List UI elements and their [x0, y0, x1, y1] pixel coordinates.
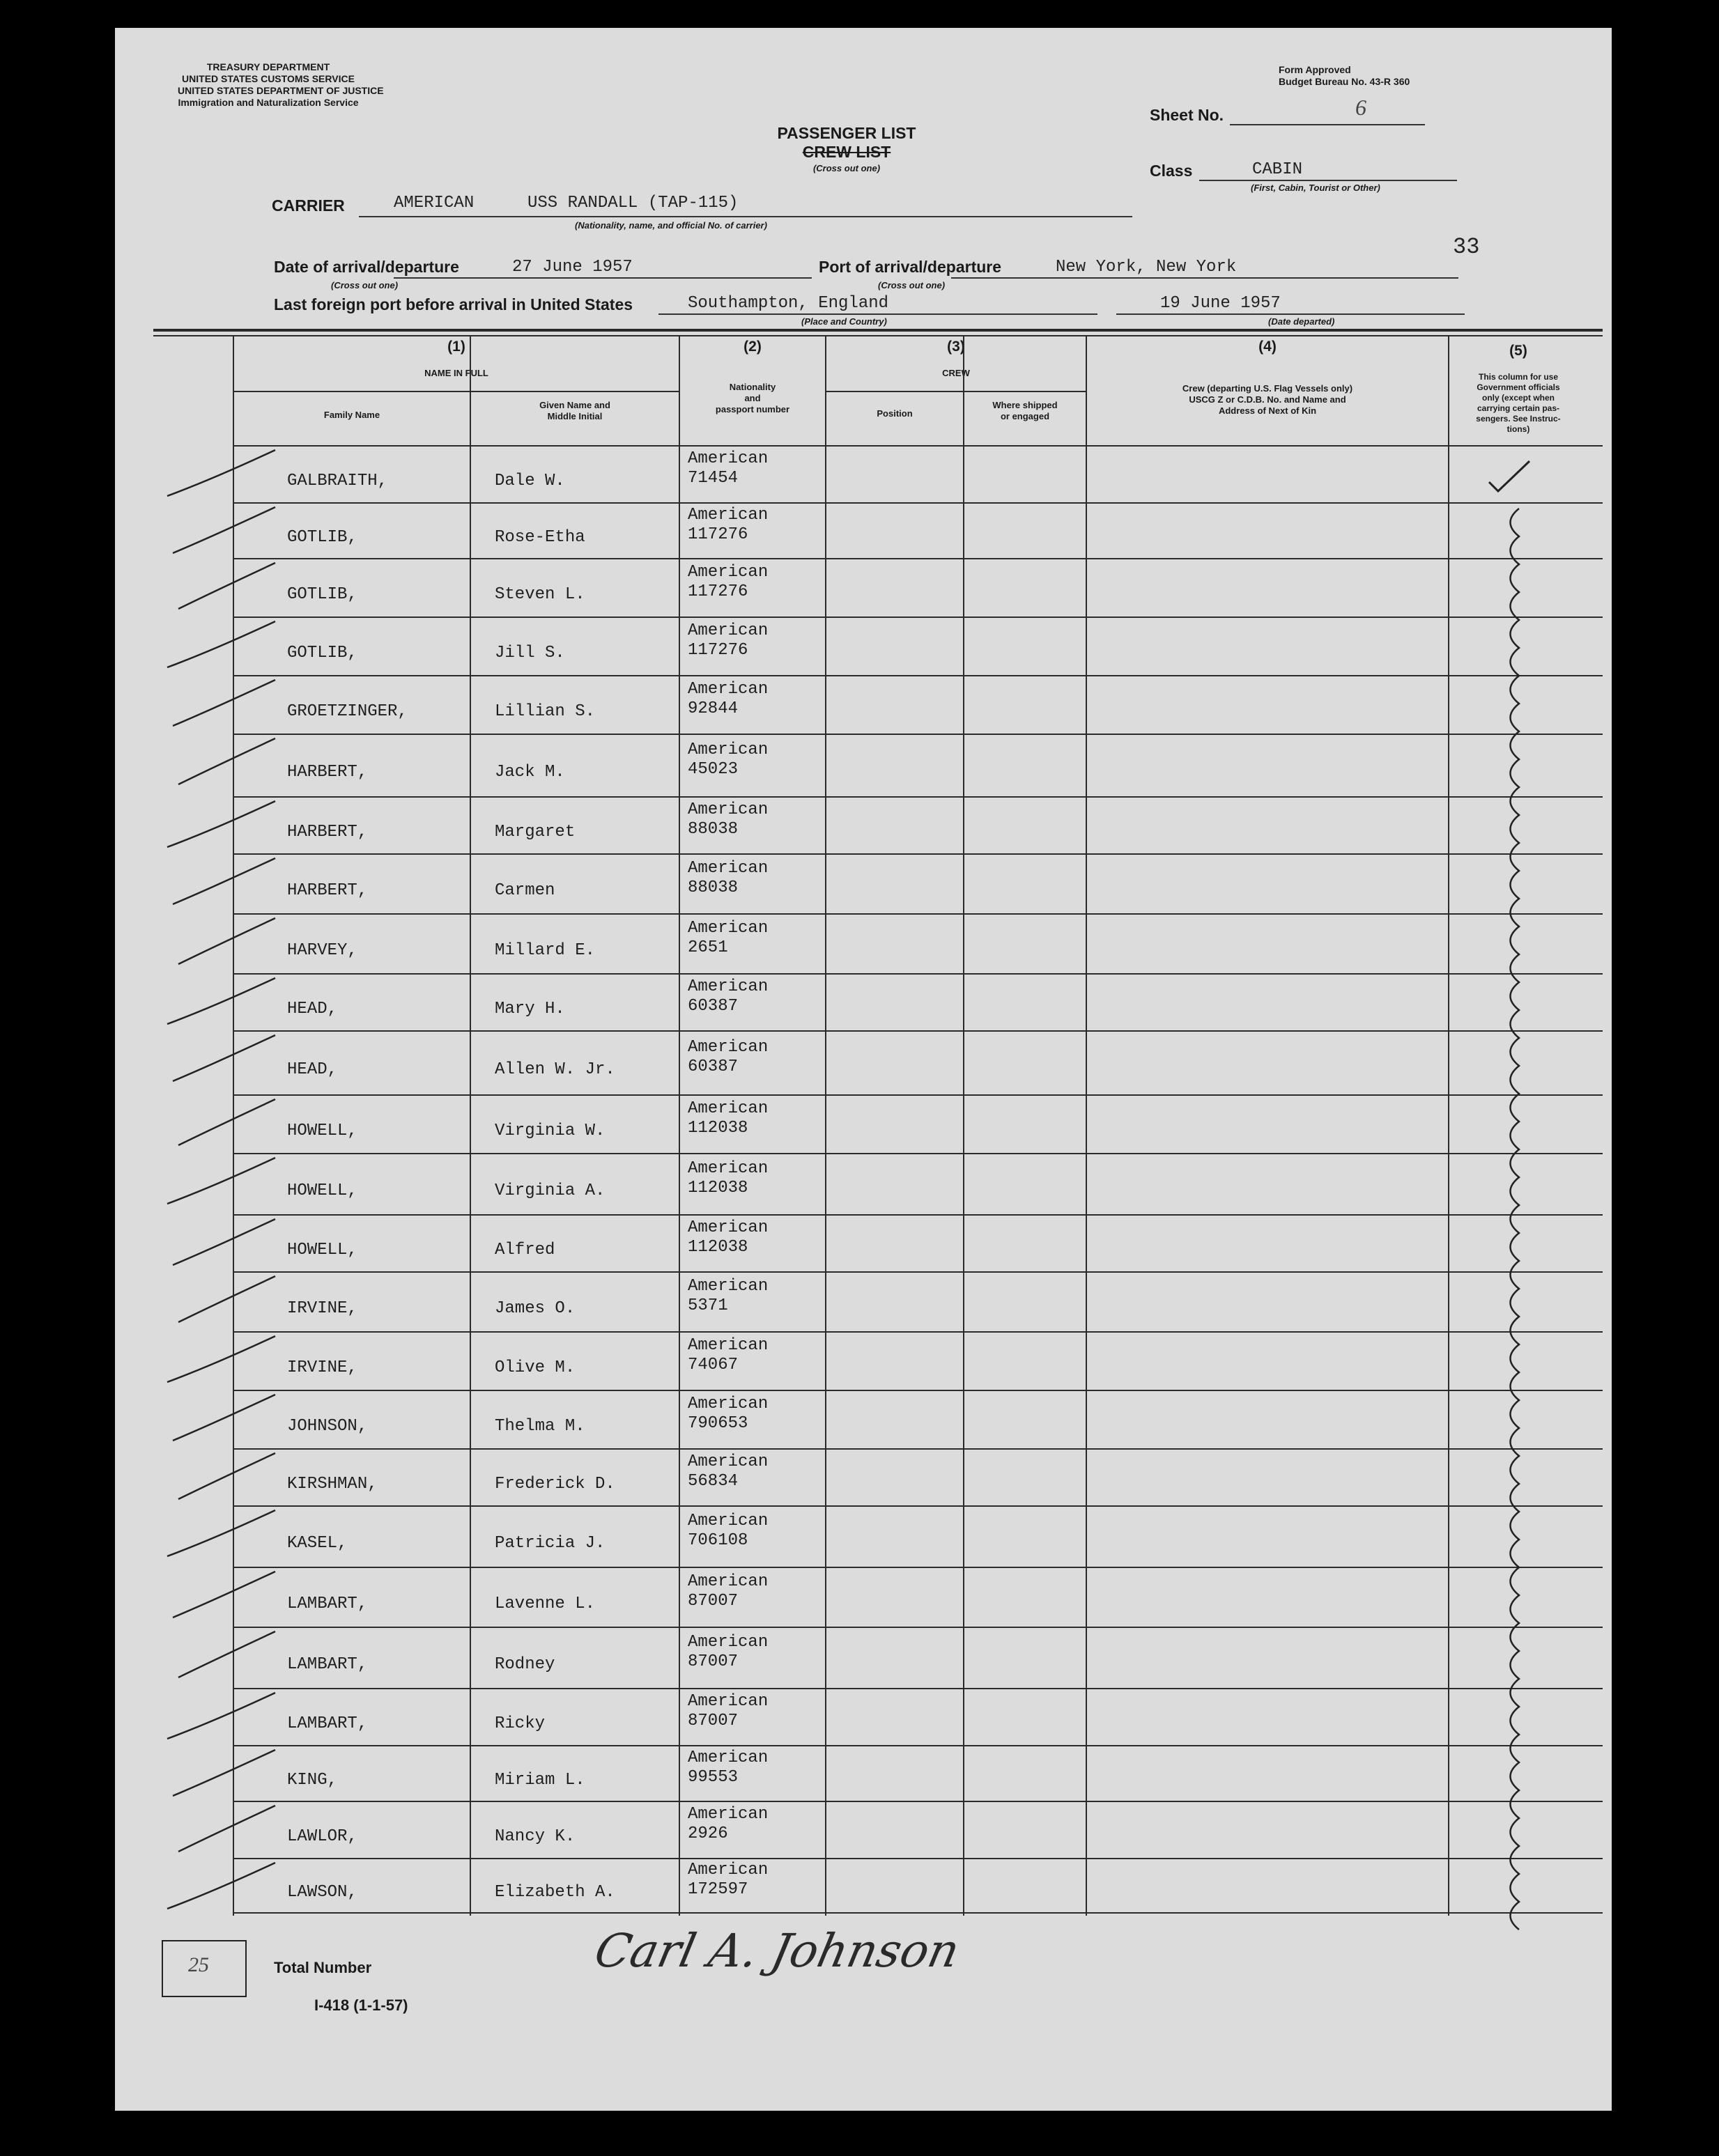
check-mark-icon [167, 621, 275, 667]
check-mark-icon [178, 738, 275, 784]
last-port-value: Southampton, England [688, 294, 889, 313]
nationality: American [688, 919, 769, 938]
nationality: American [688, 1159, 769, 1178]
given-name: Lavenne L. [495, 1595, 596, 1613]
passport-number: 74067 [688, 1356, 739, 1374]
family-name: HOWELL, [287, 1241, 357, 1259]
col5-line-4: carrying certain pas- [1477, 403, 1560, 413]
carrier-label: CARRIER [272, 196, 345, 215]
given-name: Allen W. Jr. [495, 1060, 615, 1079]
check-mark-icon [167, 450, 275, 496]
check-mark-icon [173, 858, 275, 904]
column5-ditto-line [1511, 509, 1520, 1930]
check-mark-icon [173, 1572, 275, 1618]
family-name: LAMBART, [287, 1655, 368, 1674]
nationality: American [688, 563, 769, 582]
given-name: Jill S. [495, 644, 565, 662]
nationality: American [688, 1099, 769, 1118]
check-mark-icon [167, 1693, 275, 1739]
agency-line-1: TREASURY DEPARTMENT [206, 61, 330, 72]
nationality: American [688, 1572, 769, 1591]
given-name: Elizabeth A. [495, 1883, 615, 1902]
given-name: Rodney [495, 1655, 555, 1674]
arrival-date: 27 June 1957 [512, 258, 633, 277]
col5-line-3: only (except when [1481, 393, 1555, 403]
col4-line-3: Address of Next of Kin [1218, 405, 1317, 416]
nationality: American [688, 680, 769, 699]
nationality: American [688, 1748, 769, 1767]
col5-line-6: tions) [1506, 424, 1530, 434]
check-mark-icon [167, 1158, 275, 1204]
check-mark-icon [178, 563, 275, 609]
nationality: American [688, 1218, 769, 1237]
given-name: Rose-Etha [495, 528, 585, 547]
arrival-label: Date of arrival/departure [274, 258, 459, 276]
col2-line-1: Nationality [729, 382, 776, 392]
given-name: Virginia A. [495, 1181, 606, 1200]
given-name: Ricky [495, 1714, 546, 1733]
class-label: Class [1150, 162, 1193, 180]
check-mark-icon [167, 801, 275, 847]
given-name: Miriam L. [495, 1771, 585, 1790]
family-name: LAWSON, [287, 1883, 357, 1902]
port-note: (Cross out one) [878, 280, 946, 290]
passport-number: 92844 [688, 699, 739, 718]
nationality: American [688, 621, 769, 640]
passport-number: 60387 [688, 997, 739, 1016]
given-name: Mary H. [495, 1000, 565, 1018]
family-name: IRVINE, [287, 1299, 357, 1318]
family-name: GOTLIB, [287, 644, 357, 662]
agency-line-2: UNITED STATES CUSTOMS SERVICE [182, 73, 355, 84]
col5-line-2: Government officials [1477, 382, 1560, 392]
nationality: American [688, 800, 769, 819]
agency-line-3: UNITED STATES DEPARTMENT OF JUSTICE [178, 85, 384, 96]
family-name: IRVINE, [287, 1358, 357, 1377]
check-mark-icon [167, 978, 275, 1024]
check-mark-icon [173, 1219, 275, 1265]
family-name: LAWLOR, [287, 1827, 357, 1846]
col4-number: (4) [1258, 339, 1277, 355]
passport-number: 71454 [688, 469, 739, 488]
carrier-nationality: AMERICAN [394, 194, 475, 212]
passport-number: 117276 [688, 525, 748, 544]
passport-number: 56834 [688, 1472, 739, 1491]
nationality: American [688, 1512, 769, 1530]
family-name: GOTLIB, [287, 528, 357, 547]
nationality: American [688, 1805, 769, 1824]
check-mark-icon [173, 507, 275, 553]
sheet-label: Sheet No. [1150, 106, 1224, 124]
total-value: 25 [188, 1953, 209, 1976]
passport-number: 87007 [688, 1712, 739, 1730]
given-name: Jack M. [495, 763, 565, 782]
sheet-value: 6 [1355, 95, 1366, 120]
family-name: HEAD, [287, 1060, 338, 1079]
check-mark-icon [173, 1750, 275, 1796]
family-name: LAMBART, [287, 1714, 368, 1733]
family-name: HARVEY, [287, 941, 357, 960]
family-name: HARBERT, [287, 823, 368, 842]
nationality: American [688, 740, 769, 759]
family-name: GALBRAITH, [287, 472, 388, 490]
given-name: Olive M. [495, 1358, 576, 1377]
form-sheet [115, 28, 1612, 2111]
given-name: Steven L. [495, 585, 585, 604]
family-name: LAMBART, [287, 1595, 368, 1613]
check-mark-icon [178, 1806, 275, 1852]
passport-number: 112038 [688, 1179, 748, 1197]
col5-line-1: This column for use [1478, 372, 1558, 382]
family-name: HEAD, [287, 1000, 338, 1018]
check-mark-icon [178, 918, 275, 964]
check-mark-icon [178, 1276, 275, 1322]
given-name: Patricia J. [495, 1534, 606, 1553]
passport-number: 60387 [688, 1057, 739, 1076]
given-name: Nancy K. [495, 1827, 576, 1846]
given-name: Margaret [495, 823, 576, 842]
family-name: KIRSHMAN, [287, 1475, 378, 1494]
carrier-name: USS RANDALL (TAP-115) [527, 194, 739, 212]
last-port-label: Last foreign port before arrival in United States [274, 295, 633, 313]
col3a-position: Position [877, 408, 913, 419]
passport-number: 99553 [688, 1768, 739, 1787]
title-note: (Cross out one) [812, 163, 881, 173]
nationality: American [688, 1336, 769, 1355]
class-note: (First, Cabin, Tourist or Other) [1251, 183, 1380, 193]
nationality: American [688, 1861, 769, 1879]
check-mark-icon [173, 1035, 275, 1081]
date-departed-note: (Date departed) [1268, 316, 1335, 327]
col3-title: CREW [942, 368, 970, 378]
family-name: HARBERT, [287, 881, 368, 900]
passport-number: 5371 [688, 1296, 728, 1315]
passport-number: 706108 [688, 1531, 748, 1550]
family-name: HARBERT, [287, 763, 368, 782]
col3-number: (3) [947, 339, 965, 355]
passport-number: 2926 [688, 1824, 728, 1843]
passport-number: 88038 [688, 878, 739, 897]
form-approved-line-2: Budget Bureau No. 43-R 360 [1279, 76, 1410, 87]
column5-tick-icon [1489, 461, 1529, 491]
nationality: American [688, 977, 769, 996]
passport-number: 117276 [688, 582, 748, 601]
agency-line-4: Immigration and Naturalization Service [178, 97, 359, 108]
col2-number: (2) [743, 339, 762, 355]
col1-number: (1) [447, 339, 465, 355]
col1-title: NAME IN FULL [424, 368, 488, 378]
check-mark-icon [167, 1336, 275, 1382]
col4-line-2: USCG Z or C.D.B. No. and Name and [1189, 394, 1346, 405]
passport-number: 2651 [688, 938, 728, 957]
given-name: Virginia W. [495, 1122, 606, 1140]
class-value: CABIN [1252, 160, 1303, 179]
date-departed-value: 19 June 1957 [1160, 294, 1281, 313]
nationality: American [688, 1277, 769, 1296]
col4-line-1: Crew (departing U.S. Flag Vessels only) [1182, 383, 1353, 394]
given-name: James O. [495, 1299, 576, 1318]
nationality: American [688, 1633, 769, 1652]
title-passenger-list: PASSENGER LIST [777, 124, 916, 142]
nationality: American [688, 506, 769, 525]
last-port-note: (Place and Country) [801, 316, 887, 327]
family-name: GOTLIB, [287, 585, 357, 604]
family-name: HOWELL, [287, 1181, 357, 1200]
col3b-line-2: or engaged [1000, 411, 1050, 421]
family-name: HOWELL, [287, 1122, 357, 1140]
col1a-family-name: Family Name [323, 410, 380, 420]
given-name: Carmen [495, 881, 555, 900]
nationality: American [688, 449, 769, 468]
family-name: KASEL, [287, 1534, 348, 1553]
check-mark-icon [167, 1863, 275, 1909]
signature: Carl A. Johnson [589, 1924, 964, 1978]
col5-line-5: sengers. See Instruc- [1476, 414, 1561, 424]
passport-number: 112038 [688, 1119, 748, 1138]
col3b-line-1: Where shipped [992, 400, 1058, 410]
passport-number: 88038 [688, 820, 739, 839]
passport-number: 117276 [688, 641, 748, 660]
nationality: American [688, 1452, 769, 1471]
check-mark-icon [173, 1395, 275, 1441]
port-label: Port of arrival/departure [819, 258, 1002, 276]
col2-line-2: and [744, 393, 761, 403]
passport-number: 790653 [688, 1414, 748, 1433]
form-approved-line-1: Form Approved [1279, 64, 1351, 75]
page-number: 33 [1453, 234, 1480, 260]
check-mark-icon [173, 680, 275, 726]
nationality: American [688, 1038, 769, 1057]
form-number: I-418 (1-1-57) [314, 1996, 408, 2014]
family-name: GROETZINGER, [287, 702, 408, 721]
passport-number: 112038 [688, 1238, 748, 1257]
check-mark-icon [167, 1510, 275, 1556]
total-label: Total Number [274, 1959, 372, 1976]
family-name: JOHNSON, [287, 1417, 368, 1436]
col5-number: (5) [1509, 343, 1527, 359]
carrier-note: (Nationality, name, and official No. of carrier) [575, 220, 767, 231]
nationality: American [688, 1395, 769, 1413]
nationality: American [688, 1692, 769, 1711]
col1b-line-1: Given Name and [539, 400, 610, 410]
given-name: Dale W. [495, 472, 565, 490]
check-mark-icon [178, 1453, 275, 1499]
check-mark-icon [178, 1631, 275, 1677]
passport-number: 172597 [688, 1880, 748, 1899]
given-name: Frederick D. [495, 1475, 615, 1494]
check-mark-icon [178, 1099, 275, 1145]
given-name: Millard E. [495, 941, 596, 960]
col2-line-3: passport number [715, 404, 790, 414]
table-grid [115, 28, 1612, 2111]
passport-number: 87007 [688, 1592, 739, 1611]
title-crew-list: CREW LIST [802, 143, 891, 161]
passport-number: 45023 [688, 760, 739, 779]
nationality: American [688, 859, 769, 878]
col1b-line-2: Middle Initial [547, 411, 603, 421]
given-name: Lillian S. [495, 702, 596, 721]
family-name: KING, [287, 1771, 338, 1790]
passport-number: 87007 [688, 1652, 739, 1671]
given-name: Thelma M. [495, 1417, 585, 1436]
arrival-note: (Cross out one) [331, 280, 399, 290]
port-value: New York, New York [1056, 258, 1237, 277]
given-name: Alfred [495, 1241, 555, 1259]
